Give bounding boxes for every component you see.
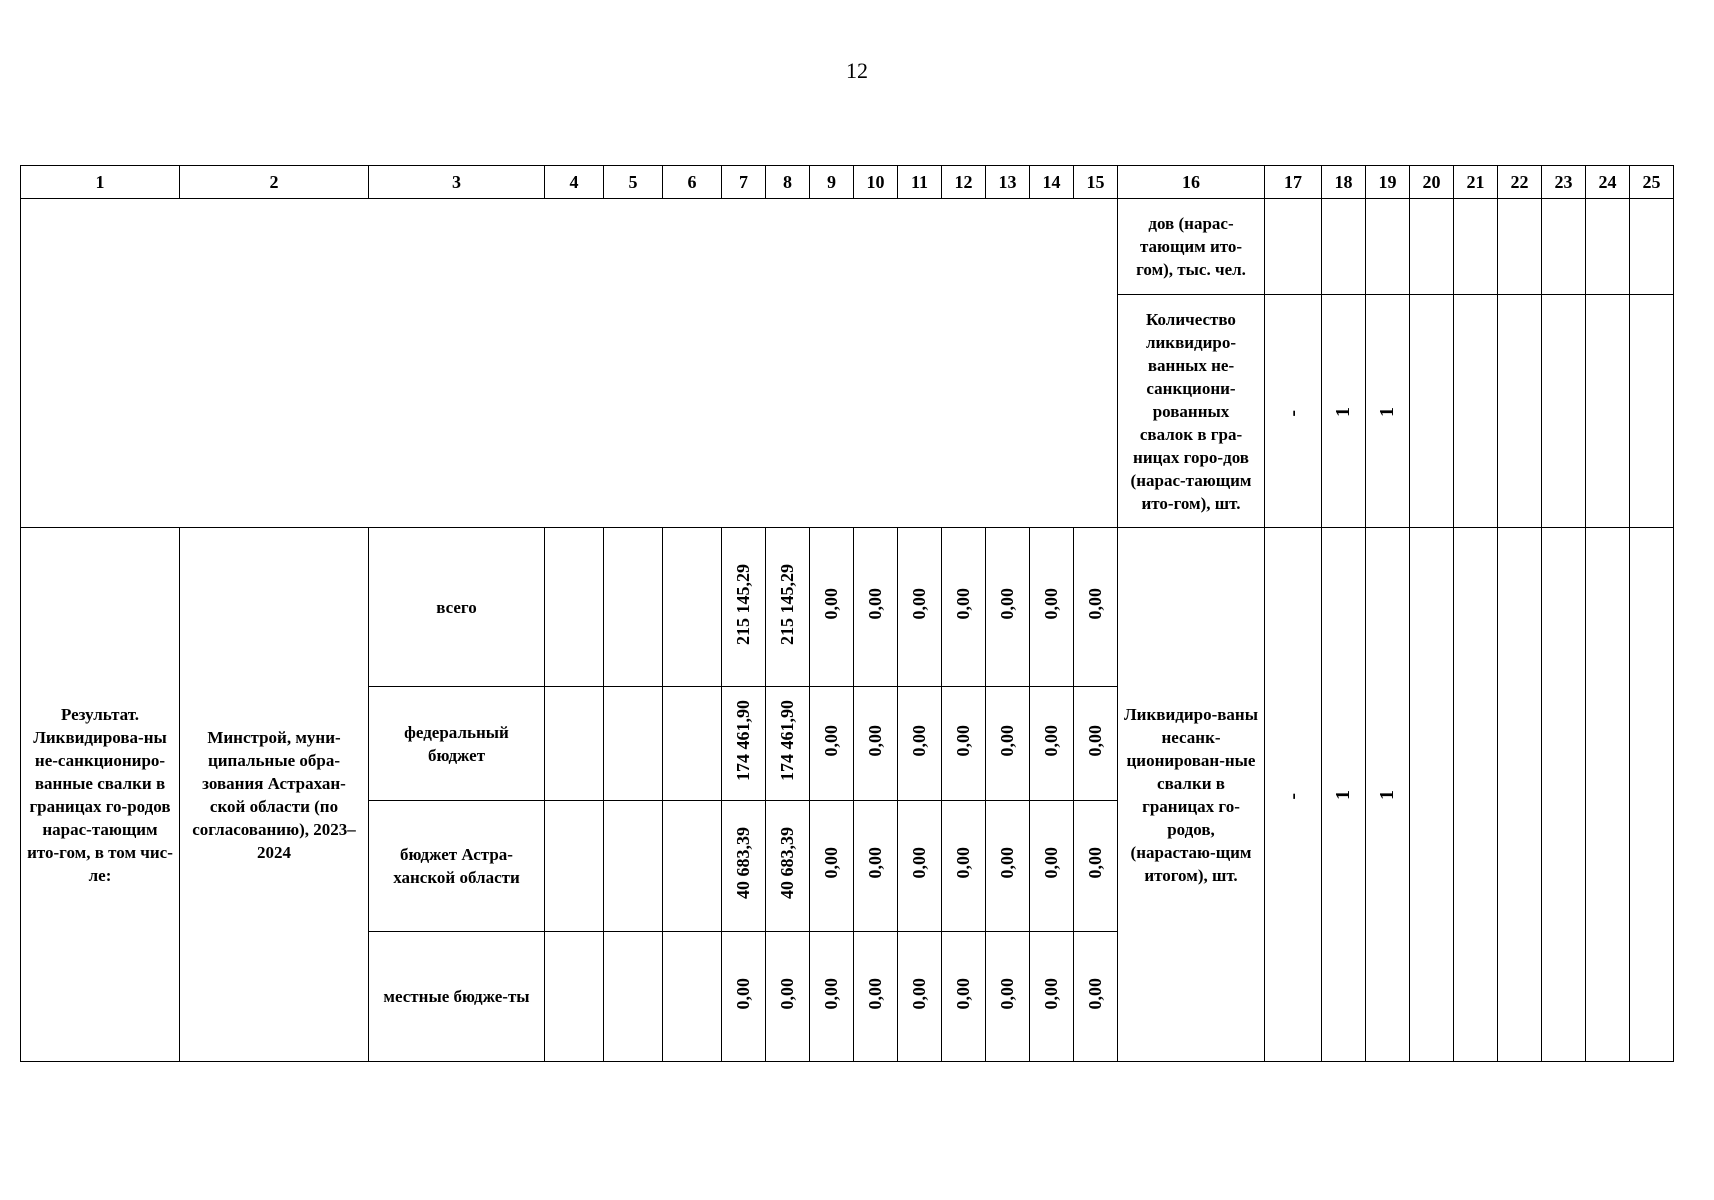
amount-cell (1074, 932, 1118, 1062)
responsible-text: Минстрой, муни-ципальные обра-зования Астрахан-ской области (по согласованию), 2023–2024 (192, 727, 356, 862)
empty-cell (604, 528, 663, 687)
column-number: 2 (180, 166, 369, 199)
value-text: 1 (1332, 790, 1354, 800)
value-cell (1366, 199, 1410, 295)
empty-cell (663, 801, 722, 932)
empty-cell (1542, 295, 1586, 528)
funding-source-cell (369, 687, 545, 801)
amount-cell (986, 932, 1030, 1062)
column-number: 7 (722, 166, 766, 199)
amount-value: 0,00 (1041, 847, 1061, 879)
amount-value: 0,00 (909, 588, 929, 620)
amount-cell (722, 801, 766, 932)
empty-cell (1542, 528, 1586, 1062)
result-cell (21, 528, 180, 1062)
empty-cell (1586, 199, 1630, 295)
funding-source-cell (369, 801, 545, 932)
amount-value: 0,00 (997, 724, 1017, 757)
column-number: 19 (1366, 166, 1410, 199)
empty-cell (1498, 295, 1542, 528)
amount-value: 215 145,29 (777, 563, 797, 645)
amount-value: 0,00 (865, 724, 885, 757)
column-number: 1 (21, 166, 180, 199)
amount-cell (766, 932, 810, 1062)
amount-cell (1030, 932, 1074, 1062)
page-number: 12 (846, 58, 868, 83)
funding-source-cell (369, 932, 545, 1062)
value-cell (1366, 295, 1410, 528)
amount-value: 0,00 (909, 724, 929, 757)
amount-cell (854, 687, 898, 801)
column-number: 8 (766, 166, 810, 199)
funding-source: местные бюдже-ты (383, 987, 530, 1006)
amount-value: 0,00 (733, 977, 753, 1010)
column-number: 13 (986, 166, 1030, 199)
empty-cell (1498, 199, 1542, 295)
amount-cell (854, 528, 898, 687)
amount-cell (986, 528, 1030, 687)
amount-value: 0,00 (865, 977, 885, 1010)
column-number: 6 (663, 166, 722, 199)
column-number: 11 (898, 166, 942, 199)
value-cell (1322, 528, 1366, 1062)
amount-value: 0,00 (997, 977, 1017, 1010)
amount-value: 0,00 (865, 847, 885, 879)
amount-value: 0,00 (821, 724, 841, 757)
amount-cell (986, 687, 1030, 801)
empty-cell (545, 528, 604, 687)
amount-cell (722, 932, 766, 1062)
amount-cell (898, 932, 942, 1062)
empty-cell (545, 687, 604, 801)
column-number: 22 (1498, 166, 1542, 199)
value-cell (1265, 199, 1322, 295)
amount-cell (1074, 801, 1118, 932)
funding-source: федеральный бюджет (404, 722, 509, 765)
amount-value: 0,00 (865, 588, 885, 620)
amount-cell (854, 932, 898, 1062)
amount-value: 0,00 (1041, 724, 1061, 757)
amount-cell (810, 528, 854, 687)
column-number: 25 (1630, 166, 1674, 199)
column-number: 12 (942, 166, 986, 199)
indicator-cell (1118, 528, 1265, 1062)
amount-value: 0,00 (1085, 588, 1105, 620)
value-text: - (1281, 793, 1304, 800)
empty-cell (545, 932, 604, 1062)
column-number: 17 (1265, 166, 1322, 199)
funding-source: бюджет Астра-ханской области (393, 845, 520, 887)
amount-value: 40 683,39 (777, 827, 797, 899)
amount-cell (1074, 528, 1118, 687)
indicator-row (21, 199, 1674, 295)
amount-value: 40 683,39 (733, 827, 753, 899)
empty-cell (663, 687, 722, 801)
empty-cell (1630, 528, 1674, 1062)
value-cell (1366, 528, 1410, 1062)
amount-value: 215 145,29 (733, 563, 753, 645)
value-cell (1265, 528, 1322, 1062)
amount-cell (722, 687, 766, 801)
column-number: 4 (545, 166, 604, 199)
amount-cell (810, 687, 854, 801)
column-number: 24 (1586, 166, 1630, 199)
indicator-text: дов (нарас-тающим ито-гом), тыс. чел. (1136, 214, 1246, 279)
amount-cell (898, 528, 942, 687)
amount-cell (1074, 687, 1118, 801)
empty-cell (1542, 199, 1586, 295)
amount-value: 174 461,90 (733, 700, 753, 781)
empty-cell (1454, 295, 1498, 528)
column-number: 14 (1030, 166, 1074, 199)
value-text: - (1281, 409, 1304, 417)
column-number: 18 (1322, 166, 1366, 199)
amount-cell (898, 801, 942, 932)
column-number: 10 (854, 166, 898, 199)
column-number: 9 (810, 166, 854, 199)
amount-cell (1030, 801, 1074, 932)
indicator-cell (1118, 199, 1265, 295)
empty-cell (1410, 295, 1454, 528)
empty-cell (1630, 295, 1674, 528)
empty-cell (1586, 295, 1630, 528)
amount-cell (766, 801, 810, 932)
amount-value: 0,00 (1041, 588, 1061, 620)
value-text: 1 (1376, 790, 1398, 800)
funding-source: всего (436, 597, 477, 617)
amount-cell (766, 528, 810, 687)
amount-cell (1030, 687, 1074, 801)
program-table (20, 165, 1674, 1062)
amount-value: 0,00 (1041, 977, 1061, 1010)
indicator-text: Ликвидиро-ваны несанк-ционирован-ные свалки в границах го-родов, (нарастаю-щим итогом), шт. (1124, 704, 1258, 885)
amount-cell (942, 687, 986, 801)
amount-value: 0,00 (777, 977, 797, 1010)
amount-cell (810, 932, 854, 1062)
amount-value: 0,00 (997, 847, 1017, 879)
column-number: 21 (1454, 166, 1498, 199)
amount-value: 0,00 (953, 724, 973, 757)
amount-cell (854, 801, 898, 932)
amount-value: 0,00 (821, 977, 841, 1010)
empty-cell (1630, 199, 1674, 295)
amount-cell (766, 687, 810, 801)
empty-cell (1454, 528, 1498, 1062)
funding-source-cell (369, 528, 545, 687)
empty-cell (604, 687, 663, 801)
column-number: 20 (1410, 166, 1454, 199)
value-cell (1322, 295, 1366, 528)
empty-cell (545, 801, 604, 932)
amount-cell (986, 801, 1030, 932)
empty-cell (604, 932, 663, 1062)
empty-continuation-area (21, 199, 1118, 528)
amount-cell (898, 687, 942, 801)
column-number: 16 (1118, 166, 1265, 199)
amount-cell (810, 801, 854, 932)
empty-cell (1454, 199, 1498, 295)
amount-value: 0,00 (1085, 724, 1105, 757)
amount-value: 0,00 (953, 588, 973, 620)
value-text: 1 (1332, 406, 1354, 417)
amount-value: 0,00 (997, 588, 1017, 620)
result-text: Результат. Ликвидирова-ны не-санкциониро-ванные свалки в границах го-родов нарас-тающим ито-гом, в том чис-ле: (27, 704, 173, 885)
value-cell (1322, 199, 1366, 295)
amount-value: 0,00 (909, 847, 929, 879)
empty-cell (1410, 199, 1454, 295)
indicator-text: Количество ликвидиро-ванных не-санкциони-рованных свалок в гра-ницах горо-дов (нарас-тающим ито-гом), шт. (1130, 309, 1252, 513)
responsible-cell (180, 528, 369, 1062)
amount-value: 0,00 (821, 847, 841, 879)
amount-cell (942, 932, 986, 1062)
amount-value: 0,00 (953, 847, 973, 879)
amount-value: 0,00 (953, 977, 973, 1010)
column-number: 3 (369, 166, 545, 199)
column-number: 15 (1074, 166, 1118, 199)
empty-cell (604, 801, 663, 932)
empty-cell (1410, 528, 1454, 1062)
amount-value: 0,00 (1085, 847, 1105, 879)
value-cell (1265, 295, 1322, 528)
amount-cell (942, 528, 986, 687)
amount-value: 0,00 (1085, 977, 1105, 1010)
empty-cell (663, 932, 722, 1062)
amount-value: 0,00 (909, 977, 929, 1010)
empty-cell (1586, 528, 1630, 1062)
value-text: 1 (1376, 406, 1398, 417)
funding-row (21, 528, 1674, 687)
empty-cell (1498, 528, 1542, 1062)
empty-cell (663, 528, 722, 687)
column-number: 5 (604, 166, 663, 199)
column-number-row (21, 166, 1674, 199)
amount-value: 0,00 (821, 588, 841, 620)
amount-cell (1030, 528, 1074, 687)
amount-cell (722, 528, 766, 687)
amount-value: 174 461,90 (777, 700, 797, 781)
indicator-cell (1118, 295, 1265, 528)
column-number: 23 (1542, 166, 1586, 199)
amount-cell (942, 801, 986, 932)
